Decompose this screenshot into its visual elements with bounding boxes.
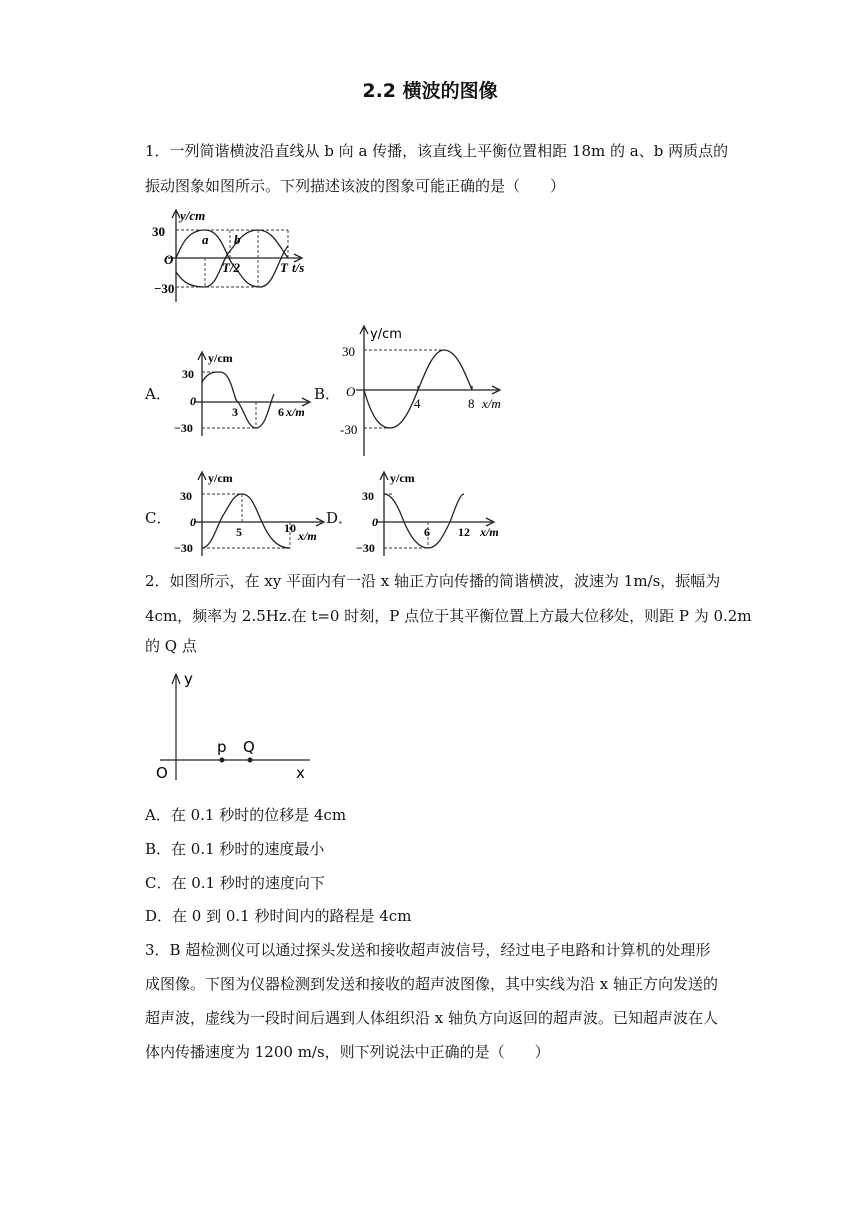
q2-y-label: y bbox=[184, 670, 193, 688]
q2-text-line-2: 4cm，频率为 2.5Hz.在 t=0 时刻，P 点位于其平衡位置上方最大位移处，则距 P 为 0.2m bbox=[145, 607, 752, 625]
q2-xy-graph bbox=[150, 668, 320, 784]
q1-x-end: T bbox=[280, 260, 288, 275]
q1-c-y-label: y/cm bbox=[208, 471, 233, 485]
q1-b-origin: O bbox=[346, 384, 356, 399]
q1-c-tick-2: 10 bbox=[284, 521, 296, 535]
q1-b-tick-2: 8 bbox=[468, 396, 475, 411]
q2-point-p bbox=[220, 758, 225, 763]
q1-d-origin: 0 bbox=[372, 515, 378, 529]
q1-y-bottom: −30 bbox=[154, 281, 175, 296]
q3-text-line-1: 3．B 超检测仪可以通过探头发送和接收超声波信号，经过电子电路和计算机的处理形 bbox=[145, 941, 711, 959]
q1-y-top: 30 bbox=[152, 224, 165, 239]
q1-a-x-label: x/m bbox=[286, 405, 305, 419]
q1-c-tick-1: 5 bbox=[236, 525, 242, 539]
q1-option-b-graph bbox=[338, 322, 508, 458]
q1-b-y-top: 30 bbox=[342, 344, 355, 359]
q1-b-tick-1: 4 bbox=[414, 396, 421, 411]
q1-d-tick-1: 6 bbox=[424, 525, 430, 539]
q1-d-y-top: 30 bbox=[362, 489, 374, 503]
q1-option-c-graph bbox=[172, 470, 332, 560]
q1-x-mid: T/2 bbox=[222, 260, 241, 275]
q3-text-line-4: 体内传播速度为 1200 m/s，则下列说法中正确的是（ ） bbox=[145, 1043, 550, 1061]
q1-option-a-graph bbox=[172, 350, 312, 440]
q1-y-label: y/cm bbox=[180, 208, 206, 223]
q2-origin: O bbox=[156, 764, 168, 782]
q1-d-tick-2: 12 bbox=[458, 525, 470, 539]
q1-d-x-label: x/m bbox=[480, 525, 499, 539]
q2-option-c: C．在 0.1 秒时的速度向下 bbox=[145, 874, 325, 892]
page-title: 2.2 横波的图像 bbox=[362, 80, 498, 102]
q3-text-line-3: 超声波，虚线为一段时间后遇到人体组织沿 x 轴负方向返回的超声波。已知超声波在人 bbox=[145, 1009, 718, 1027]
q1-c-y-top: 30 bbox=[180, 489, 192, 503]
q1-a-origin: 0 bbox=[190, 394, 196, 408]
q1-a-y-top: 30 bbox=[182, 367, 194, 381]
q2-x-label: x bbox=[296, 764, 305, 782]
q1-c-x-label: x/m bbox=[298, 529, 317, 543]
q1-option-d-graph bbox=[352, 470, 512, 560]
q1-option-a-label: A． bbox=[145, 385, 171, 403]
q1-option-b-label: B． bbox=[314, 385, 341, 403]
q2-text-line-3: 的 Q 点 bbox=[145, 637, 197, 655]
q2-option-b: B．在 0.1 秒时的速度最小 bbox=[145, 840, 325, 858]
q1-a-y-label: y/cm bbox=[208, 351, 233, 365]
q2-point-q bbox=[248, 758, 253, 763]
q1-curve-a-label: a bbox=[202, 232, 209, 247]
q1-a-y-bottom: −30 bbox=[174, 421, 193, 435]
q2-text-line-1: 2．如图所示，在 xy 平面内有一沿 x 轴正方向传播的简谐横波，波速为 1m/s，振幅为 bbox=[145, 572, 721, 590]
q2-q-label: Q bbox=[243, 738, 255, 756]
q1-b-x-label: x/m bbox=[482, 396, 501, 411]
q1-d-y-label: y/cm bbox=[390, 471, 415, 485]
q2-option-a: A．在 0.1 秒时的位移是 4cm bbox=[145, 806, 347, 824]
q1-option-d-label: D． bbox=[326, 509, 354, 527]
q1-c-y-bottom: −30 bbox=[174, 541, 193, 555]
q1-b-y-label: y/cm bbox=[370, 327, 402, 342]
q1-a-tick-1: 3 bbox=[232, 405, 238, 419]
q3-text-line-2: 成图像。下图为仪器检测到发送和接收的超声波图像，其中实线为沿 x 轴正方向发送的 bbox=[145, 975, 718, 993]
q1-c-origin: 0 bbox=[190, 515, 196, 529]
q1-b-y-bottom: -30 bbox=[340, 422, 358, 437]
q1-option-c-label: C． bbox=[145, 509, 172, 527]
q1-origin: O bbox=[164, 252, 174, 267]
q1-curve-b-label: b bbox=[234, 232, 241, 247]
q1-x-label: t/s bbox=[292, 260, 305, 275]
q2-option-d: D．在 0 到 0.1 秒时间内的路程是 4cm bbox=[145, 907, 412, 925]
q1-a-tick-2: 6 bbox=[278, 405, 284, 419]
q2-p-label: p bbox=[217, 738, 227, 756]
q1-vibration-graph bbox=[150, 206, 320, 306]
q1-d-y-bottom: −30 bbox=[356, 541, 375, 555]
q1-text-line-2: 振动图象如图所示。下列描述该波的图象可能正确的是（ ） bbox=[145, 177, 566, 195]
q1-text-line-1: 1．一列简谐横波沿直线从 b 向 a 传播，该直线上平衡位置相距 18m 的 a、b 两质点的 bbox=[145, 142, 729, 160]
